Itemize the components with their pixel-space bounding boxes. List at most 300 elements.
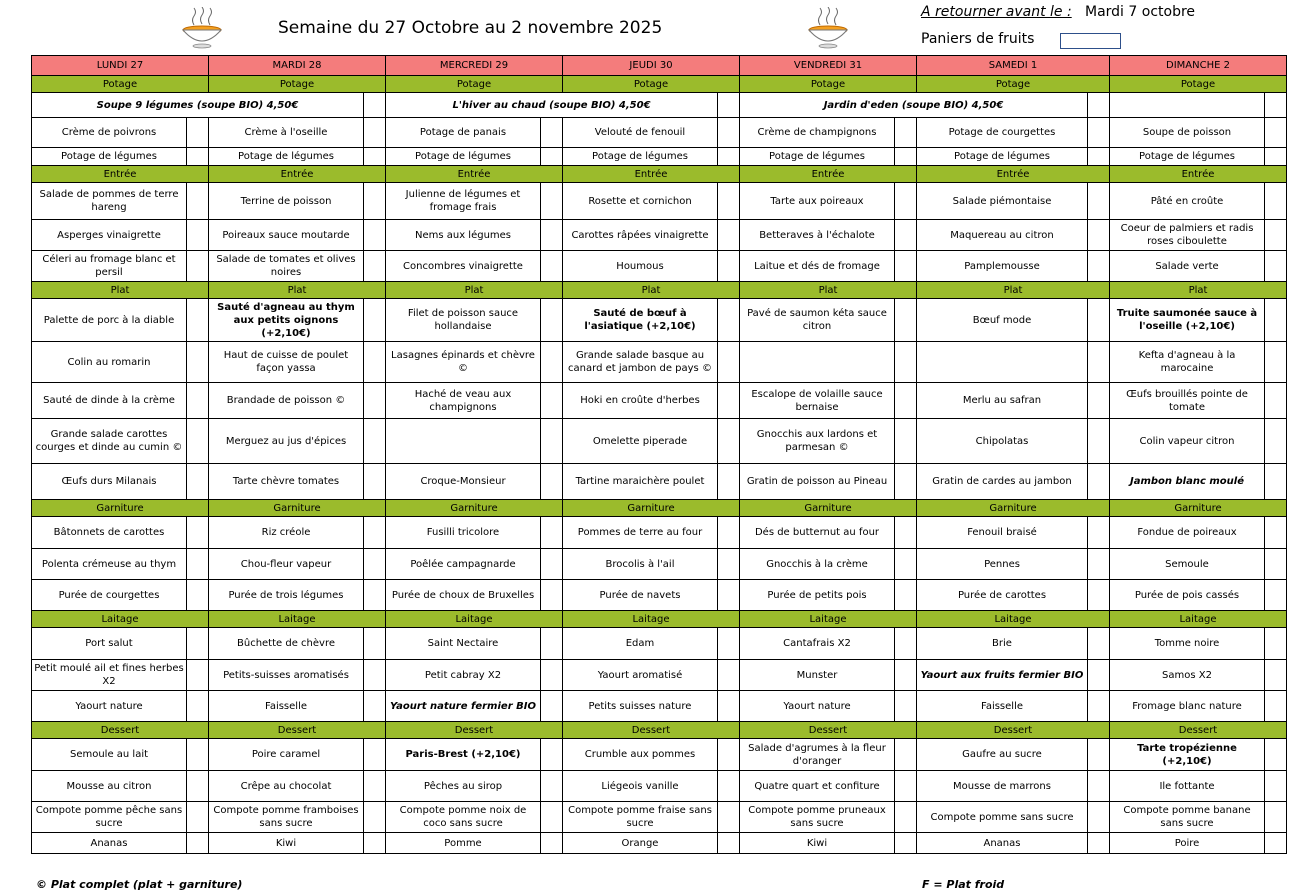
menu-item: Potage de légumes xyxy=(386,148,541,166)
menu-item: Purée de navets xyxy=(563,580,718,611)
order-qty-cell[interactable] xyxy=(895,628,917,660)
section-header: Plat xyxy=(1110,282,1287,299)
section-header: Garniture xyxy=(1110,500,1287,517)
section-header: Dessert xyxy=(209,722,386,739)
order-qty-cell[interactable] xyxy=(1265,549,1287,580)
order-qty-cell[interactable] xyxy=(187,183,209,220)
order-qty-cell[interactable] xyxy=(541,183,563,220)
menu-item: Kiwi xyxy=(740,833,895,854)
section-header: Plat xyxy=(563,282,740,299)
order-qty-cell[interactable] xyxy=(541,771,563,802)
order-qty-cell[interactable] xyxy=(1265,802,1287,833)
menu-item: Ile fottante xyxy=(1110,771,1265,802)
order-qty-cell[interactable] xyxy=(895,342,917,383)
order-qty-cell[interactable] xyxy=(187,148,209,166)
order-qty-cell[interactable] xyxy=(541,628,563,660)
menu-row xyxy=(32,118,1287,148)
return-deadline-label: A retourner avant le : xyxy=(921,4,1072,20)
menu-item: Truite saumonée sauce à l'oseille (+2,10€) xyxy=(1110,299,1265,342)
order-qty-cell[interactable] xyxy=(895,299,917,342)
menu-item: Merguez au jus d'épices xyxy=(209,419,364,464)
menu-item: Grande salade carottes courges et dinde au cumin © xyxy=(32,419,187,464)
section-header: Plat xyxy=(917,282,1110,299)
order-qty-cell[interactable] xyxy=(187,342,209,383)
menu-item: Merlu au safran xyxy=(917,383,1088,419)
bio-soup-label xyxy=(1110,93,1265,118)
menu-item: Yaourt nature xyxy=(32,691,187,722)
section-header: Potage xyxy=(1110,76,1287,93)
menu-item: Lasagnes épinards et chèvre © xyxy=(386,342,541,383)
order-qty-cell[interactable] xyxy=(1088,251,1110,282)
section-header: Potage xyxy=(32,76,209,93)
order-qty-cell[interactable] xyxy=(895,691,917,722)
menu-item: Terrine de poisson xyxy=(209,183,364,220)
order-qty-cell[interactable] xyxy=(364,739,386,771)
section-header: Plat xyxy=(386,282,563,299)
menu-row xyxy=(32,220,1287,251)
section-header: Garniture xyxy=(563,500,740,517)
section-header: Plat xyxy=(740,282,917,299)
weekly-menu-table xyxy=(31,55,1287,854)
order-qty-cell[interactable] xyxy=(364,183,386,220)
order-qty-cell[interactable] xyxy=(1265,580,1287,611)
order-qty-cell[interactable] xyxy=(541,342,563,383)
page-title: Semaine du 27 Octobre au 2 novembre 2025 xyxy=(278,18,663,38)
order-qty-cell[interactable] xyxy=(895,118,917,148)
order-qty-cell[interactable] xyxy=(718,628,740,660)
order-qty-cell[interactable] xyxy=(187,419,209,464)
order-qty-cell[interactable] xyxy=(1265,220,1287,251)
section-header-row xyxy=(32,166,1287,183)
menu-item: Rosette et cornichon xyxy=(563,183,718,220)
order-qty-cell[interactable] xyxy=(364,691,386,722)
menu-item: Faisselle xyxy=(917,691,1088,722)
order-qty-cell[interactable] xyxy=(895,383,917,419)
order-qty-cell[interactable] xyxy=(187,739,209,771)
menu-item: Haché de veau aux champignons xyxy=(386,383,541,419)
menu-item: Gnocchis à la crème xyxy=(740,549,895,580)
fruit-basket-quantity-input[interactable] xyxy=(1060,33,1121,49)
order-qty-cell[interactable] xyxy=(187,691,209,722)
menu-row xyxy=(32,549,1287,580)
menu-item: Chipolatas xyxy=(917,419,1088,464)
order-qty-cell[interactable] xyxy=(1088,580,1110,611)
menu-item: Bûchette de chèvre xyxy=(209,628,364,660)
order-qty-cell[interactable] xyxy=(364,802,386,833)
bio-soup-row xyxy=(32,93,1287,118)
section-header: Garniture xyxy=(32,500,209,517)
order-qty-cell[interactable] xyxy=(895,148,917,166)
order-qty-cell[interactable] xyxy=(541,549,563,580)
menu-item: Tarte tropézienne (+2,10€) xyxy=(1110,739,1265,771)
order-qty-cell[interactable] xyxy=(895,517,917,549)
order-qty-cell[interactable] xyxy=(541,118,563,148)
order-qty-cell[interactable] xyxy=(718,691,740,722)
order-qty-cell[interactable] xyxy=(1265,691,1287,722)
order-qty-cell[interactable] xyxy=(1265,739,1287,771)
order-qty-cell[interactable] xyxy=(187,464,209,500)
order-qty-cell[interactable] xyxy=(364,299,386,342)
menu-item: Ananas xyxy=(32,833,187,854)
menu-item: Houmous xyxy=(563,251,718,282)
menu-item xyxy=(740,342,895,383)
menu-row xyxy=(32,183,1287,220)
order-qty-cell[interactable] xyxy=(718,183,740,220)
order-qty-cell[interactable] xyxy=(1265,148,1287,166)
menu-item: Port salut xyxy=(32,628,187,660)
order-qty-cell[interactable] xyxy=(541,580,563,611)
order-qty-cell[interactable] xyxy=(718,739,740,771)
menu-item: Purée de choux de Bruxelles xyxy=(386,580,541,611)
menu-item: Crêpe au chocolat xyxy=(209,771,364,802)
order-qty-cell[interactable] xyxy=(718,660,740,691)
order-qty-cell[interactable] xyxy=(541,517,563,549)
order-qty-cell[interactable] xyxy=(1088,93,1110,118)
menu-item: Pâté en croûte xyxy=(1110,183,1265,220)
day-header: LUNDI 27 xyxy=(32,56,209,76)
order-qty-cell[interactable] xyxy=(1265,342,1287,383)
order-qty-cell[interactable] xyxy=(364,464,386,500)
section-header: Plat xyxy=(32,282,209,299)
section-header: Plat xyxy=(209,282,386,299)
order-qty-cell[interactable] xyxy=(718,251,740,282)
order-qty-cell[interactable] xyxy=(1088,833,1110,854)
section-header: Laitage xyxy=(563,611,740,628)
menu-item: Carottes râpées vinaigrette xyxy=(563,220,718,251)
order-qty-cell[interactable] xyxy=(895,739,917,771)
order-qty-cell[interactable] xyxy=(364,660,386,691)
order-qty-cell[interactable] xyxy=(718,118,740,148)
menu-item: Compote pomme banane sans sucre xyxy=(1110,802,1265,833)
order-qty-cell[interactable] xyxy=(187,383,209,419)
section-header: Laitage xyxy=(740,611,917,628)
order-qty-cell[interactable] xyxy=(718,517,740,549)
menu-item: Laitue et dés de fromage xyxy=(740,251,895,282)
day-header: VENDREDI 31 xyxy=(740,56,917,76)
section-header: Entrée xyxy=(563,166,740,183)
menu-item: Gaufre au sucre xyxy=(917,739,1088,771)
menu-row xyxy=(32,517,1287,549)
order-qty-cell[interactable] xyxy=(1088,549,1110,580)
menu-row xyxy=(32,771,1287,802)
order-qty-cell[interactable] xyxy=(718,833,740,854)
menu-item: Petits suisses nature xyxy=(563,691,718,722)
menu-item: Brandade de poisson © xyxy=(209,383,364,419)
order-qty-cell[interactable] xyxy=(364,251,386,282)
order-qty-cell[interactable] xyxy=(1088,183,1110,220)
order-qty-cell[interactable] xyxy=(187,299,209,342)
menu-item: Croque-Monsieur xyxy=(386,464,541,500)
section-header: Entrée xyxy=(386,166,563,183)
order-qty-cell[interactable] xyxy=(1088,220,1110,251)
menu-item: Crumble aux pommes xyxy=(563,739,718,771)
order-qty-cell[interactable] xyxy=(541,691,563,722)
order-qty-cell[interactable] xyxy=(541,660,563,691)
order-qty-cell[interactable] xyxy=(541,833,563,854)
menu-item: Potage de courgettes xyxy=(917,118,1088,148)
menu-item: Kefta d'agneau à la marocaine xyxy=(1110,342,1265,383)
order-qty-cell[interactable] xyxy=(895,660,917,691)
menu-item: Gnocchis aux lardons et parmesan © xyxy=(740,419,895,464)
menu-item: Salade de pommes de terre hareng xyxy=(32,183,187,220)
order-qty-cell[interactable] xyxy=(1265,771,1287,802)
order-qty-cell[interactable] xyxy=(1088,660,1110,691)
order-qty-cell[interactable] xyxy=(1088,802,1110,833)
order-qty-cell[interactable] xyxy=(895,464,917,500)
order-qty-cell[interactable] xyxy=(1088,383,1110,419)
order-qty-cell[interactable] xyxy=(718,419,740,464)
order-qty-cell[interactable] xyxy=(895,220,917,251)
menu-item: Fondue de poireaux xyxy=(1110,517,1265,549)
bio-soup-label: Jardin d'eden (soupe BIO) 4,50€ xyxy=(740,93,1088,118)
menu-item: Haut de cuisse de poulet façon yassa xyxy=(209,342,364,383)
menu-item: Salade d'agrumes à la fleur d'oranger xyxy=(740,739,895,771)
section-header-row xyxy=(32,76,1287,93)
order-qty-cell[interactable] xyxy=(187,660,209,691)
menu-item: Purée de trois légumes xyxy=(209,580,364,611)
menu-row xyxy=(32,148,1287,166)
menu-item: Brocolis à l'ail xyxy=(563,549,718,580)
section-header: Dessert xyxy=(1110,722,1287,739)
order-qty-cell[interactable] xyxy=(1088,771,1110,802)
section-header: Dessert xyxy=(386,722,563,739)
menu-item: Bœuf mode xyxy=(917,299,1088,342)
order-qty-cell[interactable] xyxy=(718,383,740,419)
order-qty-cell[interactable] xyxy=(187,802,209,833)
order-qty-cell[interactable] xyxy=(364,771,386,802)
order-qty-cell[interactable] xyxy=(364,419,386,464)
order-qty-cell[interactable] xyxy=(718,148,740,166)
order-qty-cell[interactable] xyxy=(364,342,386,383)
order-qty-cell[interactable] xyxy=(1088,691,1110,722)
order-qty-cell[interactable] xyxy=(1088,517,1110,549)
menu-item: Betteraves à l'échalote xyxy=(740,220,895,251)
order-qty-cell[interactable] xyxy=(541,220,563,251)
order-qty-cell[interactable] xyxy=(364,833,386,854)
order-qty-cell[interactable] xyxy=(187,549,209,580)
menu-item: Maquereau au citron xyxy=(917,220,1088,251)
order-qty-cell[interactable] xyxy=(718,464,740,500)
order-qty-cell[interactable] xyxy=(364,220,386,251)
order-qty-cell[interactable] xyxy=(1265,299,1287,342)
order-qty-cell[interactable] xyxy=(1088,739,1110,771)
order-qty-cell[interactable] xyxy=(718,802,740,833)
order-qty-cell[interactable] xyxy=(718,342,740,383)
section-header: Potage xyxy=(563,76,740,93)
menu-item: Tartine maraichère poulet xyxy=(563,464,718,500)
menu-item: Yaourt aromatisé xyxy=(563,660,718,691)
menu-item: Petit cabray X2 xyxy=(386,660,541,691)
order-qty-cell[interactable] xyxy=(187,517,209,549)
menu-item: Hoki en croûte d'herbes xyxy=(563,383,718,419)
order-qty-cell[interactable] xyxy=(364,148,386,166)
menu-item: Palette de porc à la diable xyxy=(32,299,187,342)
fruit-basket-label: Paniers de fruits xyxy=(921,31,1035,47)
menu-item: Kiwi xyxy=(209,833,364,854)
section-header: Potage xyxy=(917,76,1110,93)
menu-item: Crème à l'oseille xyxy=(209,118,364,148)
order-qty-cell[interactable] xyxy=(1265,464,1287,500)
menu-item: Potage de légumes xyxy=(563,148,718,166)
menu-item: Yaourt nature xyxy=(740,691,895,722)
order-qty-cell[interactable] xyxy=(541,464,563,500)
menu-item: Potage de légumes xyxy=(917,148,1088,166)
order-qty-cell[interactable] xyxy=(1088,342,1110,383)
order-qty-cell[interactable] xyxy=(541,802,563,833)
menu-row xyxy=(32,833,1287,854)
order-qty-cell[interactable] xyxy=(718,220,740,251)
order-qty-cell[interactable] xyxy=(1265,118,1287,148)
order-qty-cell[interactable] xyxy=(364,383,386,419)
menu-item: Petit moulé ail et fines herbes X2 xyxy=(32,660,187,691)
section-header: Laitage xyxy=(917,611,1110,628)
menu-item: Poêlée campagnarde xyxy=(386,549,541,580)
order-qty-cell[interactable] xyxy=(541,383,563,419)
order-qty-cell[interactable] xyxy=(1265,383,1287,419)
order-qty-cell[interactable] xyxy=(364,549,386,580)
day-header: MARDI 28 xyxy=(209,56,386,76)
order-qty-cell[interactable] xyxy=(364,118,386,148)
menu-item: Colin vapeur citron xyxy=(1110,419,1265,464)
order-qty-cell[interactable] xyxy=(1265,833,1287,854)
menu-row xyxy=(32,299,1287,342)
menu-row xyxy=(32,342,1287,383)
menu-item: Soupe de poisson xyxy=(1110,118,1265,148)
menu-item: Céleri au fromage blanc et persil xyxy=(32,251,187,282)
menu-item: Liégeois vanille xyxy=(563,771,718,802)
menu-item: Jambon blanc moulé xyxy=(1110,464,1265,500)
order-qty-cell[interactable] xyxy=(364,628,386,660)
order-qty-cell[interactable] xyxy=(1088,419,1110,464)
order-qty-cell[interactable] xyxy=(541,739,563,771)
order-qty-cell[interactable] xyxy=(1088,628,1110,660)
order-qty-cell[interactable] xyxy=(1265,517,1287,549)
order-qty-cell[interactable] xyxy=(895,771,917,802)
order-qty-cell[interactable] xyxy=(187,628,209,660)
order-qty-cell[interactable] xyxy=(1265,419,1287,464)
order-qty-cell[interactable] xyxy=(895,183,917,220)
menu-item: Purée de petits pois xyxy=(740,580,895,611)
section-header: Potage xyxy=(386,76,563,93)
order-qty-cell[interactable] xyxy=(541,251,563,282)
order-qty-cell[interactable] xyxy=(718,771,740,802)
menu-item: Compote pomme pruneaux sans sucre xyxy=(740,802,895,833)
menu-item: Salade piémontaise xyxy=(917,183,1088,220)
menu-item: Tomme noire xyxy=(1110,628,1265,660)
order-qty-cell[interactable] xyxy=(895,802,917,833)
menu-item: Gratin de poisson au Pineau xyxy=(740,464,895,500)
order-qty-cell[interactable] xyxy=(1265,251,1287,282)
section-header: Potage xyxy=(740,76,917,93)
order-qty-cell[interactable] xyxy=(541,419,563,464)
order-qty-cell[interactable] xyxy=(1088,118,1110,148)
order-qty-cell[interactable] xyxy=(895,419,917,464)
menu-item: Poire xyxy=(1110,833,1265,854)
section-header: Laitage xyxy=(209,611,386,628)
menu-item: Nems aux légumes xyxy=(386,220,541,251)
order-qty-cell[interactable] xyxy=(895,580,917,611)
order-qty-cell[interactable] xyxy=(1088,464,1110,500)
order-qty-cell[interactable] xyxy=(1265,660,1287,691)
order-qty-cell[interactable] xyxy=(718,580,740,611)
order-qty-cell[interactable] xyxy=(187,251,209,282)
order-qty-cell[interactable] xyxy=(187,580,209,611)
menu-item: Pennes xyxy=(917,549,1088,580)
menu-item: Œufs durs Milanais xyxy=(32,464,187,500)
order-qty-cell[interactable] xyxy=(187,771,209,802)
menu-item: Salade verte xyxy=(1110,251,1265,282)
menu-item: Ananas xyxy=(917,833,1088,854)
menu-item: Concombres vinaigrette xyxy=(386,251,541,282)
menu-item: Purée de carottes xyxy=(917,580,1088,611)
order-qty-cell[interactable] xyxy=(1265,183,1287,220)
menu-item: Chou-fleur vapeur xyxy=(209,549,364,580)
section-header: Potage xyxy=(209,76,386,93)
order-qty-cell[interactable] xyxy=(1088,148,1110,166)
section-header: Entrée xyxy=(32,166,209,183)
order-qty-cell[interactable] xyxy=(895,549,917,580)
menu-row xyxy=(32,464,1287,500)
section-header: Garniture xyxy=(386,500,563,517)
order-qty-cell[interactable] xyxy=(187,833,209,854)
order-qty-cell[interactable] xyxy=(187,220,209,251)
bio-soup-label: Soupe 9 légumes (soupe BIO) 4,50€ xyxy=(32,93,364,118)
order-qty-cell[interactable] xyxy=(718,549,740,580)
day-header-row xyxy=(32,56,1287,76)
menu-item: Semoule xyxy=(1110,549,1265,580)
order-qty-cell[interactable] xyxy=(718,93,740,118)
menu-item: Œufs brouillés pointe de tomate xyxy=(1110,383,1265,419)
menu-row xyxy=(32,739,1287,771)
menu-item xyxy=(386,419,541,464)
section-header-row xyxy=(32,722,1287,739)
order-qty-cell[interactable] xyxy=(541,148,563,166)
menu-item: Grande salade basque au canard et jambon de pays © xyxy=(563,342,718,383)
menu-item: Paris-Brest (+2,10€) xyxy=(386,739,541,771)
order-qty-cell[interactable] xyxy=(541,299,563,342)
day-header: DIMANCHE 2 xyxy=(1110,56,1287,76)
order-qty-cell[interactable] xyxy=(364,93,386,118)
menu-row xyxy=(32,660,1287,691)
menu-item: Colin au romarin xyxy=(32,342,187,383)
order-qty-cell[interactable] xyxy=(1265,93,1287,118)
menu-row xyxy=(32,251,1287,282)
order-qty-cell[interactable] xyxy=(1088,299,1110,342)
order-qty-cell[interactable] xyxy=(895,251,917,282)
menu-item: Fenouil braisé xyxy=(917,517,1088,549)
menu-item: Sauté de bœuf à l'asiatique (+2,10€) xyxy=(563,299,718,342)
section-header: Entrée xyxy=(1110,166,1287,183)
menu-item: Cantafrais X2 xyxy=(740,628,895,660)
menu-item: Compote pomme sans sucre xyxy=(917,802,1088,833)
menu-item: Saint Nectaire xyxy=(386,628,541,660)
order-qty-cell[interactable] xyxy=(895,833,917,854)
order-qty-cell[interactable] xyxy=(364,580,386,611)
menu-item: Coeur de palmiers et radis roses ciboulette xyxy=(1110,220,1265,251)
order-qty-cell[interactable] xyxy=(718,299,740,342)
menu-item: Gratin de cardes au jambon xyxy=(917,464,1088,500)
menu-item: Compote pomme pêche sans sucre xyxy=(32,802,187,833)
order-qty-cell[interactable] xyxy=(187,118,209,148)
order-qty-cell[interactable] xyxy=(364,517,386,549)
menu-item: Brie xyxy=(917,628,1088,660)
menu-item: Purée de courgettes xyxy=(32,580,187,611)
menu-item: Compote pomme fraise sans sucre xyxy=(563,802,718,833)
bio-soup-label: L'hiver au chaud (soupe BIO) 4,50€ xyxy=(386,93,718,118)
menu-item: Bâtonnets de carottes xyxy=(32,517,187,549)
menu-item: Edam xyxy=(563,628,718,660)
order-qty-cell[interactable] xyxy=(1265,628,1287,660)
